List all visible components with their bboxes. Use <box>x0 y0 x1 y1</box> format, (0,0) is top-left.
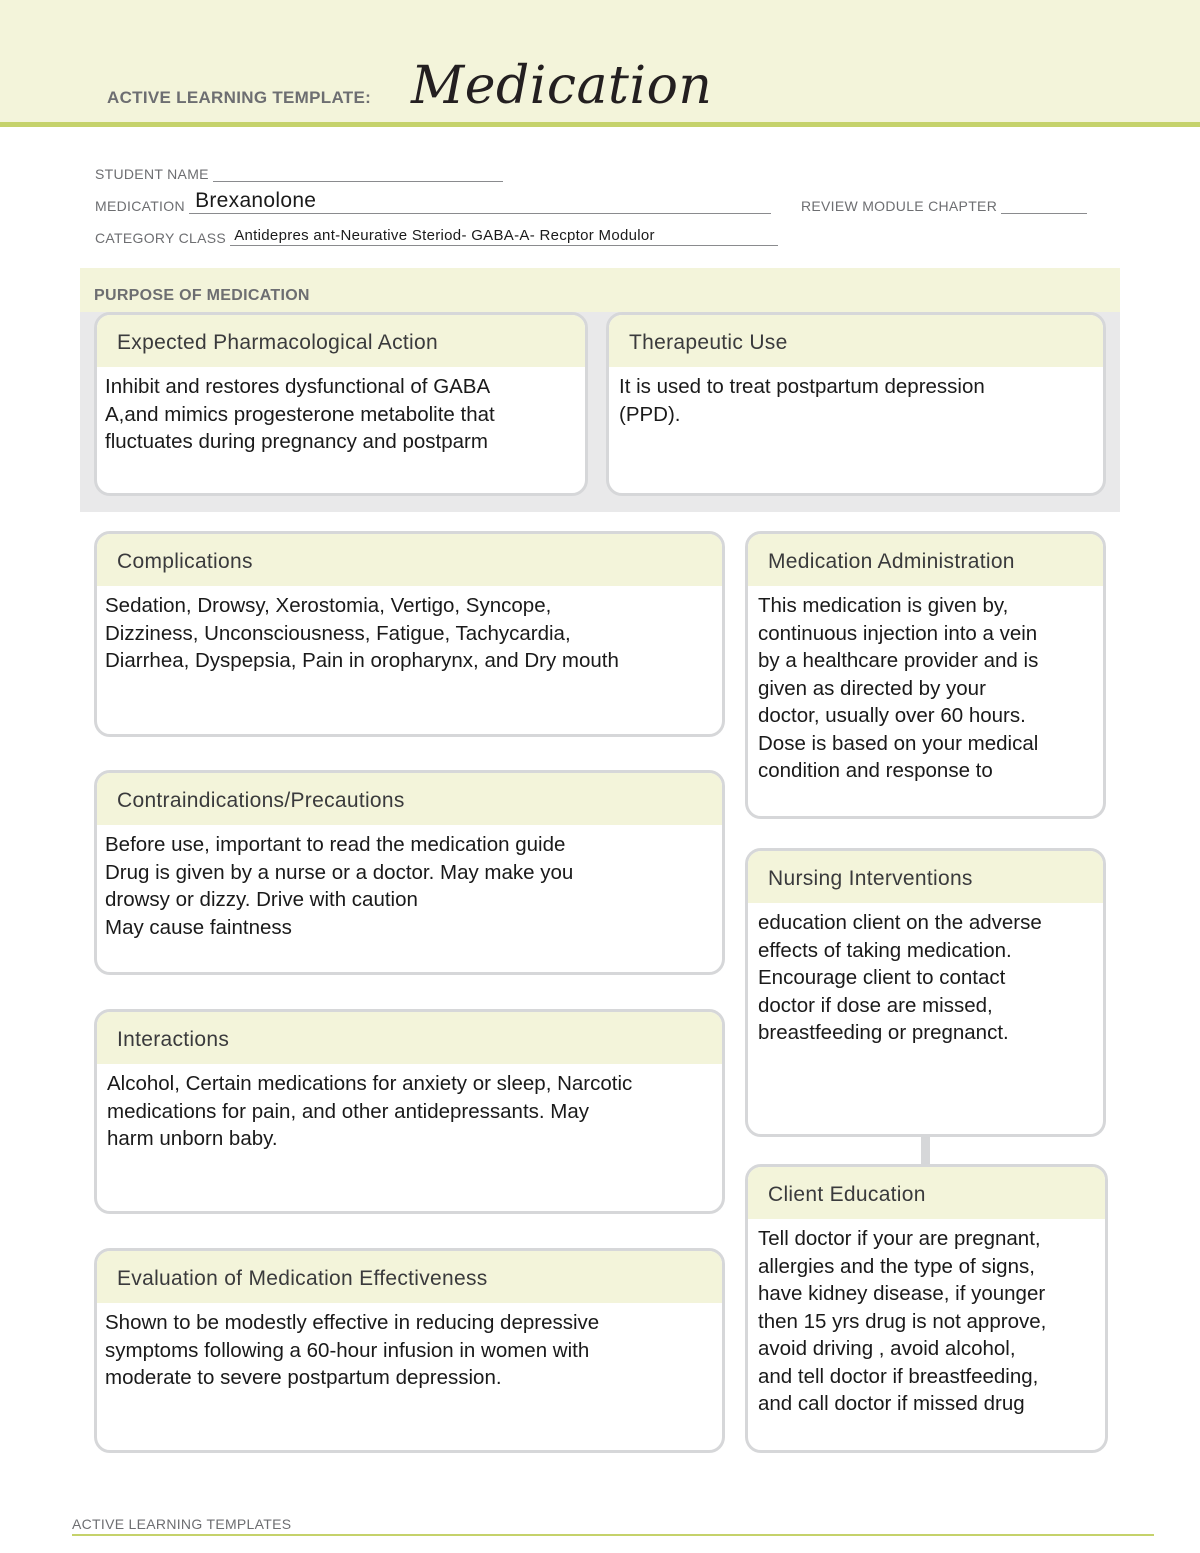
nursing-interventions-title: Nursing Interventions <box>748 851 1103 903</box>
category-class-row <box>95 227 778 246</box>
expected-action-text[interactable]: Inhibit and restores dysfunctional of GABA A,and mimics progesterone metabolite that fluctuates during pregnancy and postparm <box>105 375 495 453</box>
connector-bar <box>921 1136 930 1166</box>
therapeutic-use-text[interactable]: It is used to treat postpartum depression (PPD). <box>619 375 985 426</box>
category-class-label: CATEGORY CLASS <box>95 230 227 246</box>
template-title: Medication <box>411 56 713 116</box>
category-class-value: Antidepres ant-Neurative Steriod- GABA-A- Recptor Modulor <box>234 227 655 244</box>
purpose-header <box>80 268 1120 312</box>
student-name-field[interactable] <box>213 166 503 182</box>
complications-title: Complications <box>97 534 722 586</box>
nursing-interventions-box <box>745 848 1106 1137</box>
administration-text[interactable]: This medication is given by, continuous injection into a vein by a healthcare provider and is given as directed by your doctor, usually over 60 hours. Dose is based on your medical condition and response to <box>758 594 1039 782</box>
therapeutic-use-box <box>606 312 1106 496</box>
client-education-box <box>745 1164 1108 1453</box>
contraindications-box <box>94 770 725 975</box>
student-name-label: STUDENT NAME <box>95 166 209 182</box>
expected-action-title: Expected Pharmacological Action <box>97 315 585 367</box>
review-module-field[interactable] <box>1001 198 1087 214</box>
interactions-title: Interactions <box>97 1012 722 1064</box>
category-class-field[interactable] <box>230 227 778 246</box>
footer-label: ACTIVE LEARNING TEMPLATES <box>72 1516 292 1532</box>
interactions-text[interactable]: Alcohol, Certain medications for anxiety or sleep, Narcotic medications for pain, and other antidepressants. May harm unborn baby. <box>107 1072 633 1150</box>
purpose-label: PURPOSE OF MEDICATION <box>94 287 310 304</box>
evaluation-title: Evaluation of Medication Effectiveness <box>97 1251 722 1303</box>
header-divider <box>0 122 1200 127</box>
complications-box <box>94 531 725 737</box>
medication-value: Brexanolone <box>195 189 317 212</box>
administration-title: Medication Administration <box>748 534 1103 586</box>
footer-divider <box>72 1534 1154 1536</box>
student-name-row <box>95 166 503 182</box>
review-module-row <box>801 198 1087 214</box>
nursing-interventions-text[interactable]: education client on the adverse effects of taking medication. Encourage client to contact doctor if dose are missed, breastfeeding or pregnanct. <box>758 911 1042 1044</box>
complications-text[interactable]: Sedation, Drowsy, Xerostomia, Vertigo, Syncope, Dizziness, Unconsciousness, Fatigue, Tachycardia, Diarrhea, Dyspepsia, Pain in oropharynx, and Dry mouth <box>105 594 619 672</box>
evaluation-box <box>94 1248 725 1453</box>
template-label: ACTIVE LEARNING TEMPLATE: <box>107 88 372 107</box>
medication-field[interactable] <box>189 189 771 214</box>
contraindications-text[interactable]: Before use, important to read the medication guide Drug is given by a nurse or a doctor. May make you drowsy or dizzy. Drive with caution May cause faintness <box>105 833 574 939</box>
expected-action-box <box>94 312 588 496</box>
evaluation-text[interactable]: Shown to be modestly effective in reducing depressive symptoms following a 60-hour infusion in women with moderate to severe postpartum depression. <box>105 1311 600 1389</box>
contraindications-title: Contraindications/Precautions <box>97 773 722 825</box>
medication-row <box>95 189 771 214</box>
interactions-box <box>94 1009 725 1214</box>
review-module-label: REVIEW MODULE CHAPTER <box>801 198 998 214</box>
client-education-title: Client Education <box>748 1167 1105 1219</box>
medication-label: MEDICATION <box>95 198 185 214</box>
therapeutic-use-title: Therapeutic Use <box>609 315 1103 367</box>
administration-box <box>745 531 1106 819</box>
client-education-text[interactable]: Tell doctor if your are pregnant, allergies and the type of signs, have kidney disease, if younger then 15 yrs drug is not approve, avoid driving , avoid alcohol, and tell doctor if breastfeeding, and call doctor if missed drug <box>758 1227 1047 1415</box>
